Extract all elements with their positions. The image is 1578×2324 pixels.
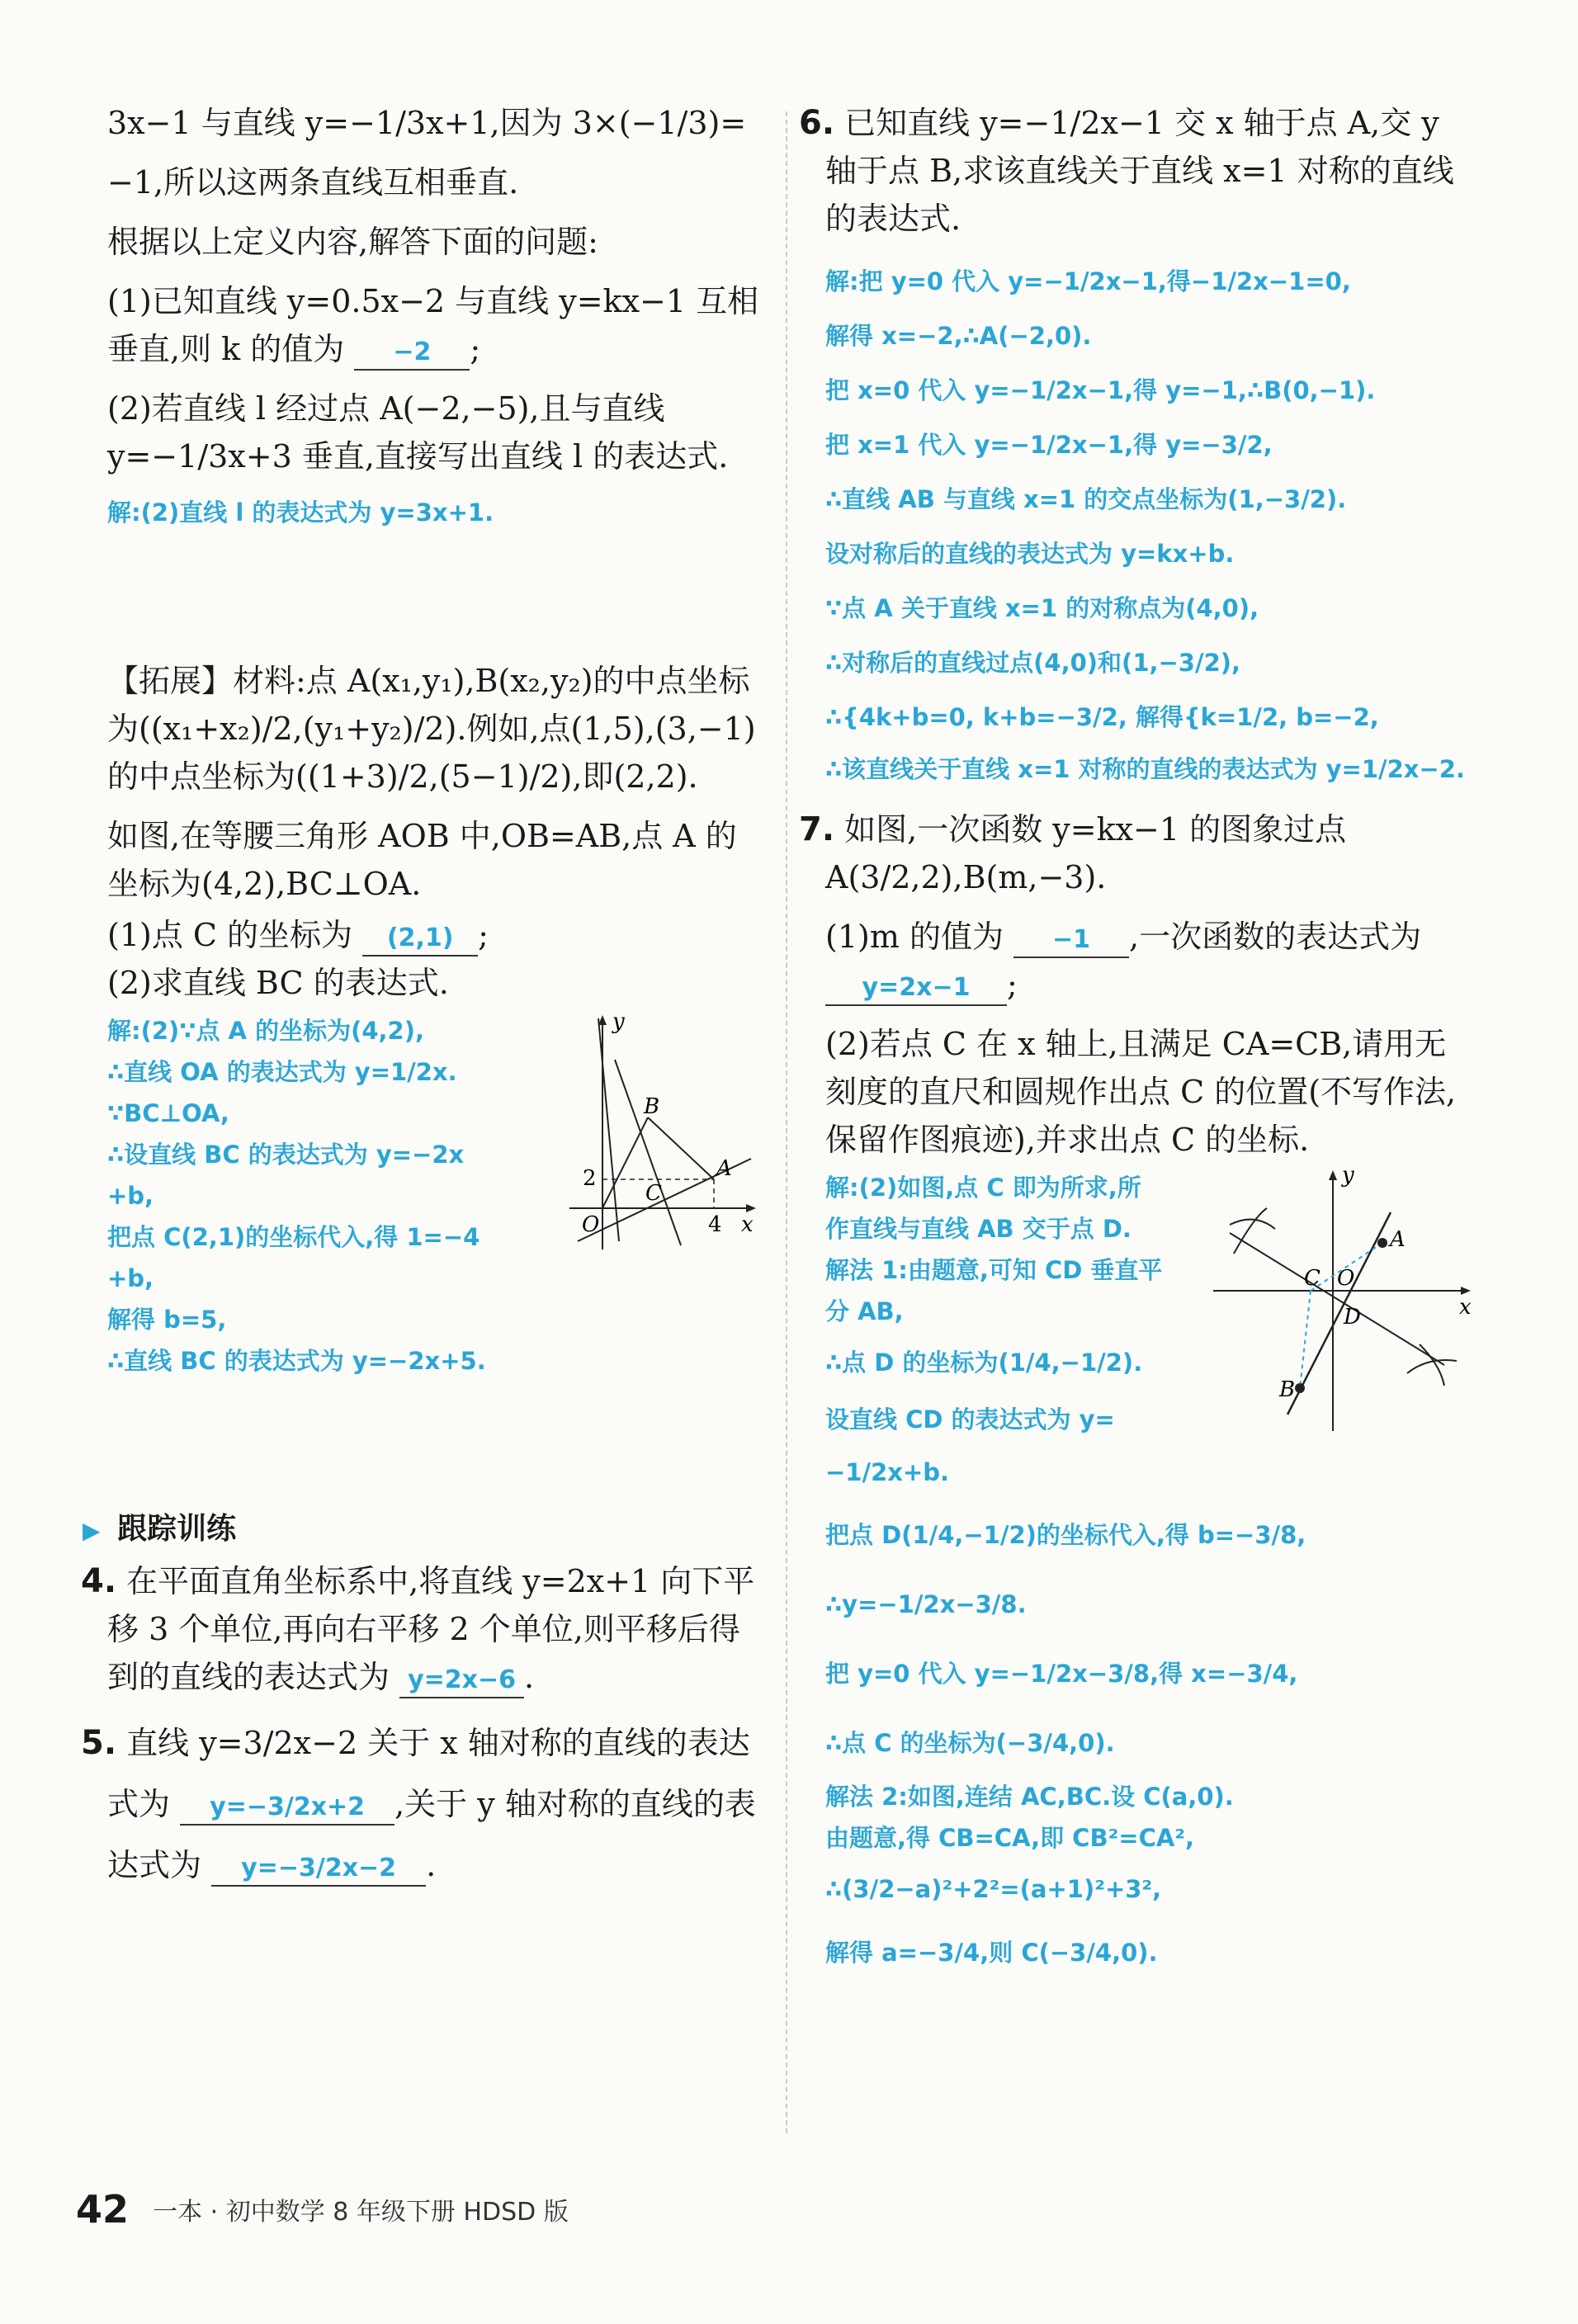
problem-7-number: 7. [799, 810, 835, 848]
p7-sol-line: ∴(3/2−a)²+2²=(a+1)²+3², [825, 1875, 1162, 1903]
ext-sol-line: 解得 b=5, [107, 1306, 227, 1334]
section-triangle-icon: ▶ [83, 1517, 101, 1544]
fig2-label-x: x [1459, 1295, 1472, 1320]
fig1-tick-4: 4 [708, 1212, 722, 1237]
ext-sol-line: 把点 C(2,1)的坐标代入,得 1=−4 [107, 1223, 480, 1251]
problem-7-solution-block [825, 1167, 1477, 1499]
p6-sol-line: ∴该直线关于直线 x=1 对称的直线的表达式为 y=1/2x−2. [825, 755, 1466, 783]
fig2-label-y: y [1342, 1167, 1354, 1188]
problem-7-answer-m: −1 [1013, 923, 1129, 958]
extension-solution-block [107, 1010, 759, 1382]
problem-7-answer-function: y=2x−1 [825, 971, 1007, 1006]
p7-sol-line: 分 AB, [825, 1297, 904, 1325]
extension-problem: 如图,在等腰三角形 AOB 中,OB=AB,点 A 的坐标为(4,2),BC⊥OA. [107, 818, 737, 902]
fig1-label-c: C [645, 1181, 662, 1206]
extension-question-1: (1)点 C 的坐标为 (2,1) ; [107, 911, 759, 959]
fig2-label-a: A [1390, 1227, 1406, 1252]
problem-5-answer-2: y=−3/2x−2 [211, 1852, 426, 1887]
ext-sol-line: +b, [107, 1182, 154, 1210]
p7-sol-line: 解得 a=−3/4,则 C(−3/4,0). [825, 1939, 1158, 1967]
page-footer [76, 2187, 569, 2232]
question-1-text: (1)已知直线 y=0.5x−2 与直线 y=kx−1 互相垂直,则 k 的值为 [107, 283, 759, 367]
p7-sol-line: 作直线与直线 AB 交于点 D. [825, 1215, 1132, 1243]
fig1-label-o: O [582, 1212, 600, 1237]
question-2-answer: 解:(2)直线 l 的表达式为 y=3x+1. [107, 498, 494, 527]
question-1-answer: −2 [354, 336, 470, 371]
fig2-label-c: C [1304, 1266, 1321, 1291]
extension-question-2: (2)求直线 BC 的表达式. [107, 965, 449, 1001]
p7-sol-line: ∴点 C 的坐标为(−3/4,0). [825, 1729, 1115, 1757]
extension-question-1-text: (1)点 C 的坐标为 [107, 917, 353, 953]
p7-sol-line: 解法 1:由题意,可知 CD 垂直平 [825, 1256, 1163, 1284]
problem-7-q1-text-b: ,一次函数的表达式为 [1129, 919, 1422, 955]
problem-5-text-1: 直线 y=3/2x−2 关于 x 轴对称的直线的表达式为 [107, 1725, 750, 1822]
p7-sol-line: 解:(2)如图,点 C 即为所求,所 [825, 1174, 1141, 1202]
ext-sol-line: +b, [107, 1264, 154, 1292]
p7-sol-line: ∴点 D 的坐标为(1/4,−1/2). [825, 1349, 1143, 1377]
intro-line-2: −1,所以这两条直线互相垂直. [107, 164, 519, 201]
p6-sol-line: 把 x=1 代入 y=−1/2x−1,得 y=−3/2, [825, 431, 1273, 459]
problem-5-number: 5. [81, 1724, 117, 1762]
column-divider [786, 111, 787, 2133]
ext-sol-line: ∴设直线 BC 的表达式为 y=−2x [107, 1141, 465, 1169]
question-1: (1)已知直线 y=0.5x−2 与直线 y=kx−1 互相垂直,则 k 的值为 −2 ; [107, 277, 759, 373]
fig2-label-o: O [1337, 1266, 1355, 1291]
page-number: 42 [76, 2187, 130, 2232]
section-title-text: 跟踪训练 [117, 1512, 237, 1546]
problem-4: 4. 在平面直角坐标系中,将直线 y=2x+1 向下平移 3 个单位,再向右平移 2 个单位,则平移后得到的直线的表达式为 y=2x−6 . [107, 1557, 759, 1701]
p6-sol-line: 解:把 y=0 代入 y=−1/2x−1,得−1/2x−1=0, [825, 267, 1351, 295]
p6-sol-line: ∵点 A 关于直线 x=1 的对称点为(4,0), [825, 594, 1259, 622]
problem-5-answer-1: y=−3/2x+2 [180, 1791, 394, 1826]
left-column [81, 99, 759, 1907]
p6-sol-line: 解得 x=−2,∴A(−2,0). [825, 322, 1092, 350]
compass-construction-figure [1197, 1167, 1477, 1439]
problem-7-solution-top [825, 1167, 1197, 1499]
problem-7-question-2: (2)若点 C 在 x 轴上,且满足 CA=CB,请用无刻度的直尺和圆规作出点 C 的位置(不写作法,保留作图痕迹),并求出点 C 的坐标. [825, 1026, 1457, 1158]
p7-sol-line: −1/2x+b. [825, 1458, 950, 1486]
ext-sol-line: ∴直线 OA 的表达式为 y=1/2x. [107, 1058, 457, 1086]
p7-sol-line: 把点 D(1/4,−1/2)的坐标代入,得 b=−3/8, [825, 1521, 1306, 1549]
p7-sol-line: 设直线 CD 的表达式为 y= [825, 1405, 1115, 1434]
fig1-label-x: x [741, 1212, 754, 1237]
problem-4-text: 在平面直角坐标系中,将直线 y=2x+1 向下平移 3 个单位,再向右平移 2 个单位,则平移后得到的直线的表达式为 [107, 1563, 755, 1695]
problem-5-text-2: ,关于 y 轴对称的直线的表达式为 [107, 1786, 756, 1883]
problem-4-number: 4. [81, 1562, 117, 1600]
book-title: 一本 · 初中数学 8 年级下册 HDSD 版 [153, 2198, 569, 2227]
problem-7 [799, 805, 1477, 901]
intro-line-3: 根据以上定义内容,解答下面的问题: [107, 224, 598, 260]
section-title [83, 1505, 759, 1547]
fig2-label-b: B [1279, 1377, 1296, 1402]
problem-7-question-1: (1)m 的值为 −1 ,一次函数的表达式为 y=2x−1 ; [825, 913, 1477, 1008]
p6-sol-line: 设对称后的直线的表达式为 y=kx+b. [825, 540, 1235, 568]
p7-sol-line: ∴y=−1/2x−3/8. [825, 1590, 1027, 1618]
problem-4-answer: y=2x−6 [399, 1664, 524, 1698]
fig1-label-a: A [716, 1156, 732, 1181]
p7-sol-line: 把 y=0 代入 y=−1/2x−3/8,得 x=−3/4, [825, 1660, 1298, 1688]
fig1-label-b: B [644, 1094, 660, 1119]
ext-sol-line: ∴直线 BC 的表达式为 y=−2x+5. [107, 1347, 486, 1375]
ext-sol-line: 解:(2)∵点 A 的坐标为(4,2), [107, 1017, 424, 1045]
p7-sol-line: 由题意,得 CB=CA,即 CB²=CA², [825, 1824, 1195, 1852]
fig2-label-d: D [1344, 1305, 1361, 1330]
problem-7-text: 如图,一次函数 y=kx−1 的图象过点 A(3/2,2),B(m,−3). [825, 811, 1347, 895]
problem-6-text: 已知直线 y=−1/2x−1 交 x 轴于点 A,交 y 轴于点 B,求该直线关于直线 x=1 对称的直线的表达式. [825, 105, 1454, 237]
triangle-figure [553, 1010, 759, 1258]
p6-sol-line: ∴对称后的直线过点(4,0)和(1,−3/2), [825, 649, 1241, 677]
intro-line-1: 3x−1 与直线 y=−1/3x+1,因为 3×(−1/3)= [107, 105, 747, 141]
problem-6-solution [825, 254, 1477, 794]
extension-solution [107, 1010, 545, 1382]
question-2: (2)若直线 l 经过点 A(−2,−5),且与直线 y=−1/3x+3 垂直,直接写出直线 l 的表达式. [107, 390, 729, 475]
p7-sol-line: 解法 2:如图,连结 AC,BC.设 C(a,0). [825, 1783, 1234, 1811]
p6-sol-line: ∴直线 AB 与直线 x=1 的交点坐标为(1,−3/2). [825, 485, 1347, 513]
extension-material: 【拓展】材料:点 A(x₁,y₁),B(x₂,y₂)的中点坐标为((x₁+x₂)/2,(y₁+y₂)/2).例如,点(1,5),(3,−1)的中点坐标为((1+3)/2,(5−1)/2),即(2,2). [107, 663, 756, 795]
problem-6 [799, 99, 1477, 243]
ext-sol-line: ∵BC⊥OA, [107, 1099, 229, 1127]
p6-sol-line: 把 x=0 代入 y=−1/2x−1,得 y=−1,∴B(0,−1). [825, 376, 1376, 404]
problem-5: 5. 直线 y=3/2x−2 关于 x 轴对称的直线的表达式为 y=−3/2x+2 ,关于 y 轴对称的直线的表达式为 y=−3/2x−2 . [107, 1712, 759, 1896]
right-column [799, 99, 1477, 1986]
problem-7-q1-text-a: (1)m 的值为 [825, 919, 1004, 955]
extension-question-1-answer: (2,1) [362, 922, 478, 957]
fig1-tick-2: 2 [583, 1166, 597, 1191]
fig1-label-y: y [612, 1010, 625, 1034]
problem-7-solution-bottom [825, 1499, 1477, 1986]
problem-6-number: 6. [799, 104, 835, 142]
p6-sol-line: ∴{4k+b=0, k+b=−3/2, 解得{k=1/2, b=−2, [825, 703, 1379, 731]
